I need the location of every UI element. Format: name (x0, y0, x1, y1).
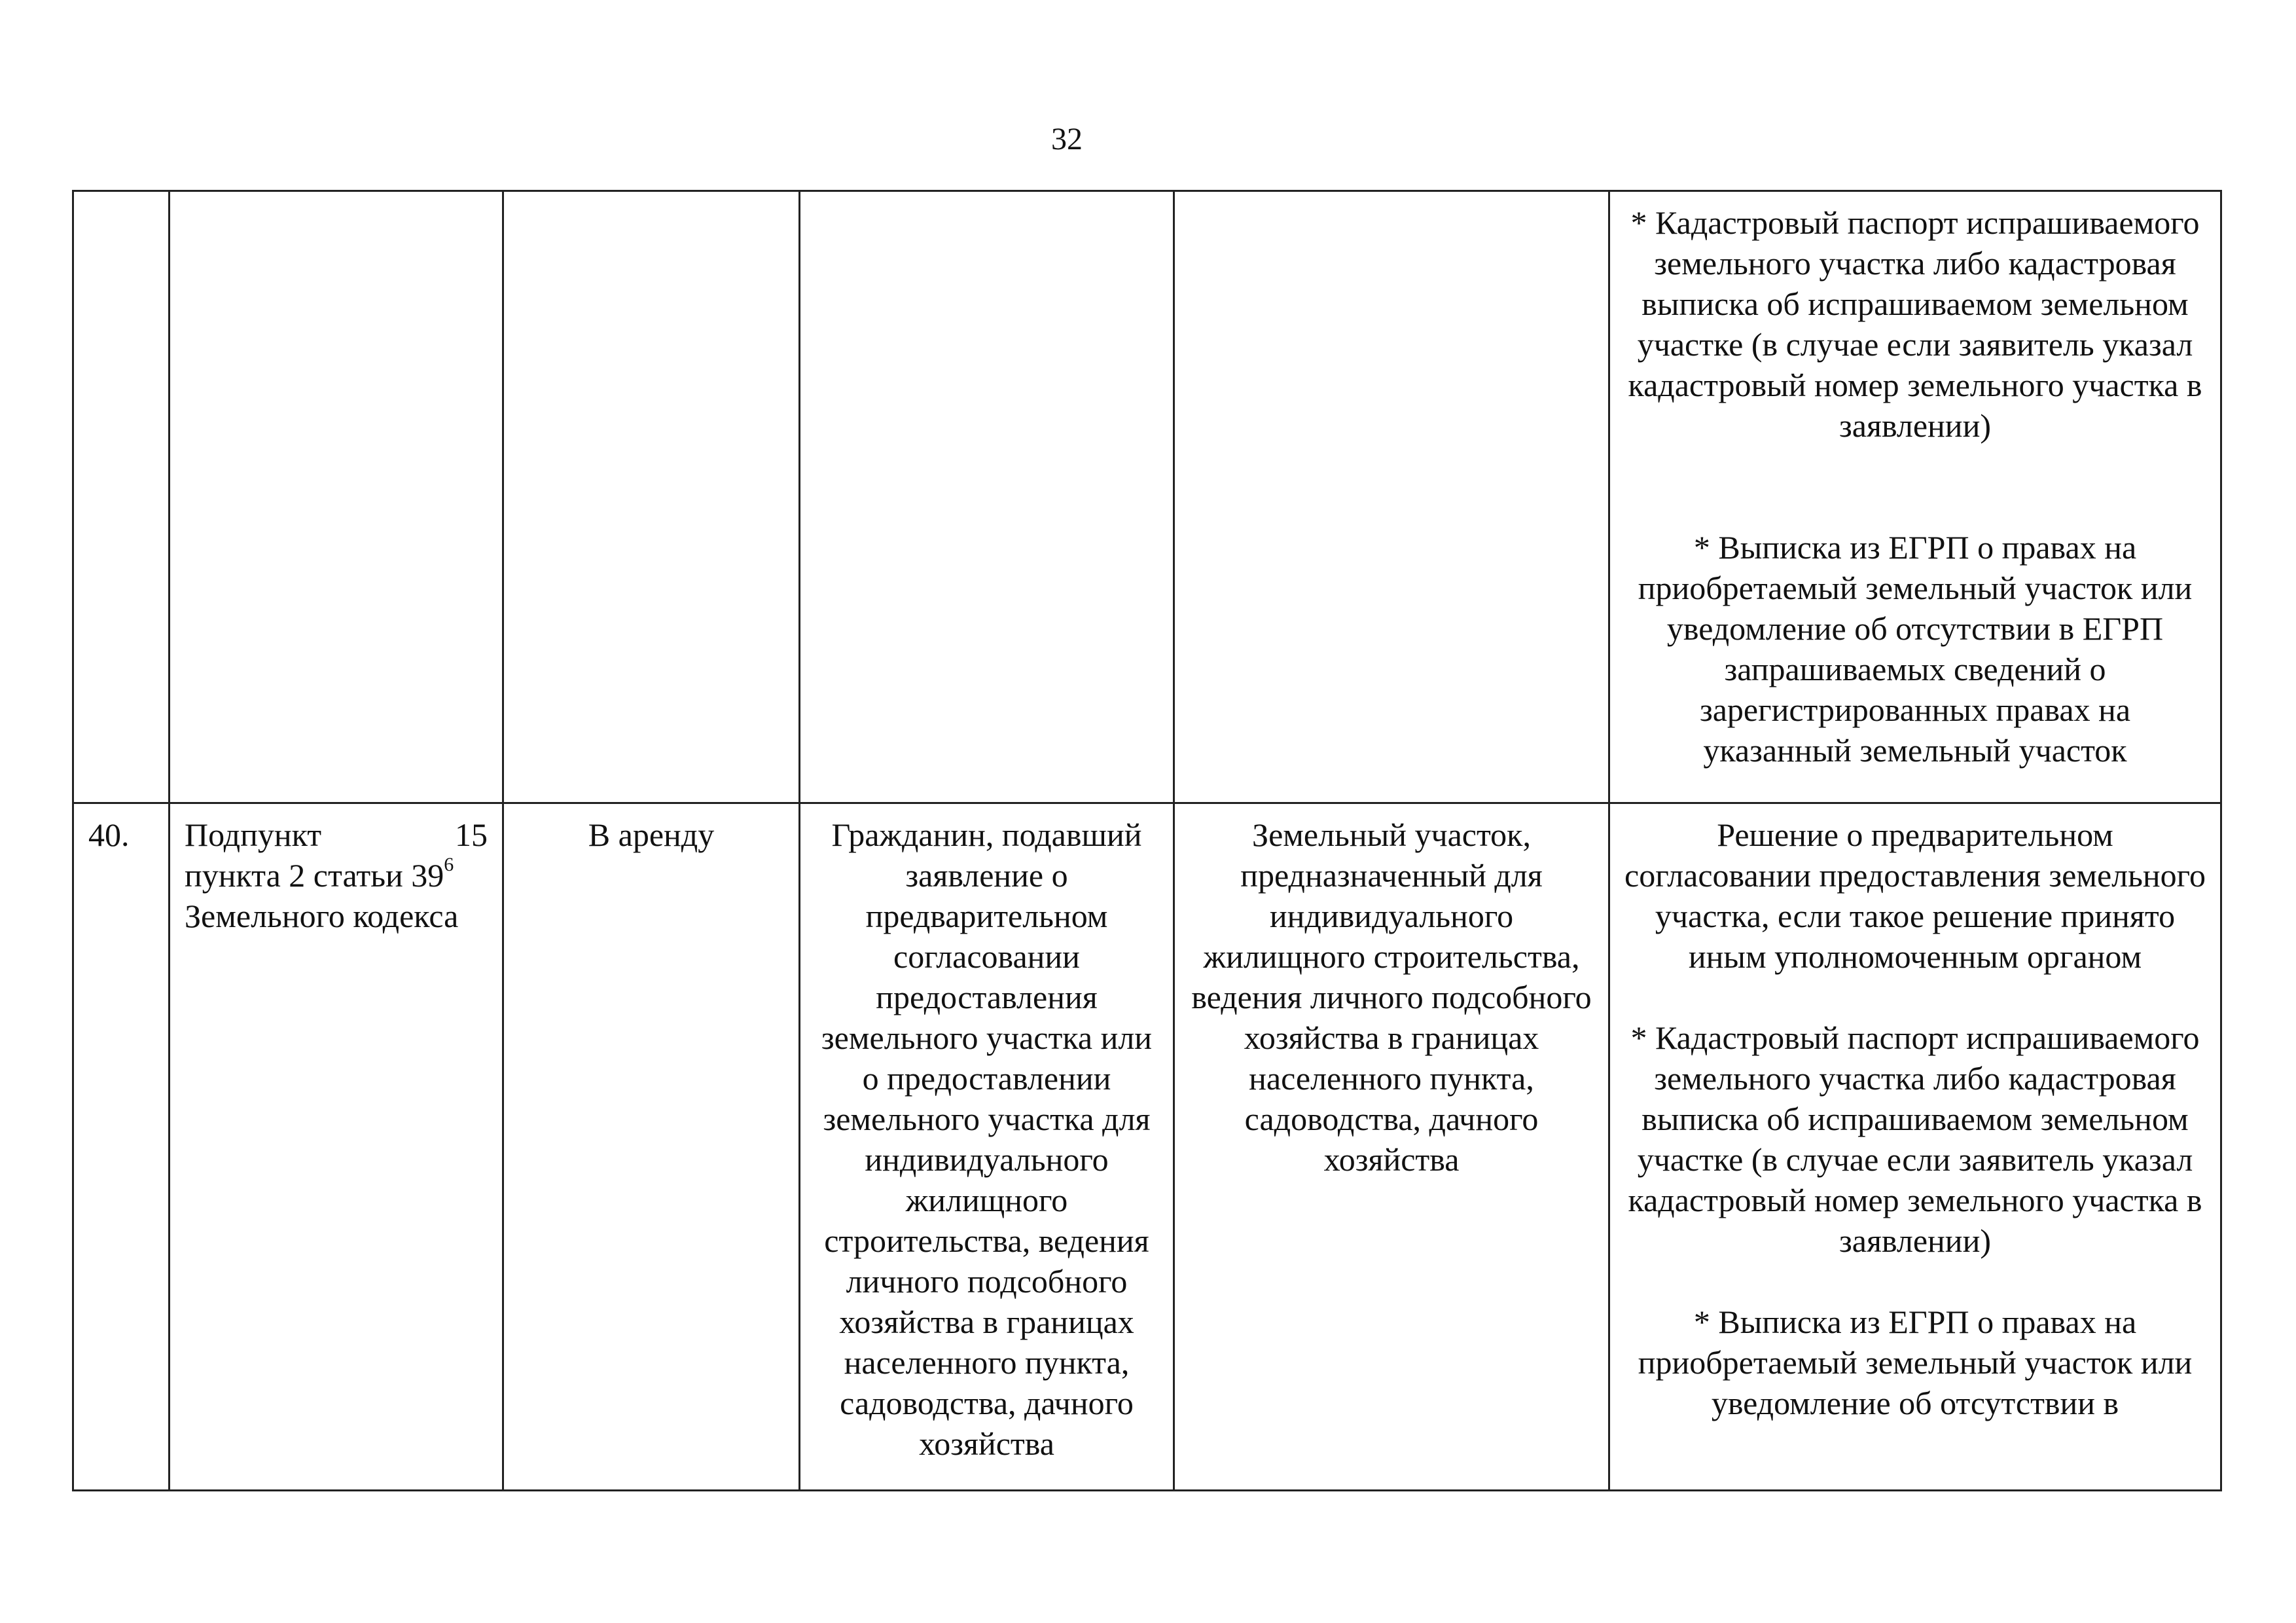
cell-applicant: Гражданин, подавший заявление о предварительном согласовании предоставления земельного участка или о предоставлении земельного участка для индивидуального жилищного строительства, ведения личного подсобного хозяйства в границах населенного пункта, садоводства, дачного хозяйства (800, 803, 1174, 1491)
basis-article-sup: 6 (444, 854, 454, 876)
basis-code: Земельного кодекса (185, 898, 459, 934)
cell-basis (170, 803, 503, 1491)
table-row (73, 191, 2221, 803)
basis-word: Подпункт (185, 816, 322, 853)
basis-article (185, 855, 488, 896)
doc-egrp-extract: * Выписка из ЕГРП о правах на приобретаемый земельный участок или уведомление об отсутствии в ЕГРП запрашиваемых сведений о зарегистрированных правах на указанный земельный участок (1638, 529, 2193, 769)
cell-type (503, 191, 800, 803)
land-documents-table (72, 190, 2222, 1491)
cell-type: В аренду (503, 803, 800, 1491)
doc-cadastral-passport: * Кадастровый паспорт испрашиваемого земельного участка либо кадастровая выписка об испрашиваемом земельном участке (в случае если заявитель указал кадастровый номер земельного участка в заявлении) (1628, 1019, 2202, 1259)
doc-egrp-extract: * Выписка из ЕГРП о правах на приобретаемый земельный участок или уведомление об отсутствии в (1638, 1304, 2193, 1421)
doc-preliminary-decision: Решение о предварительном согласовании предоставления земельного участка, если такое решение принято иным уполномоченным органом (1624, 816, 2206, 975)
cell-number (73, 191, 170, 803)
basis-article-text: пункта 2 статьи 39 (185, 857, 444, 894)
basis-first-line (185, 814, 488, 855)
basis-subpoint-number: 15 (455, 816, 488, 853)
cell-documents (1609, 191, 2221, 803)
cell-basis (170, 191, 503, 803)
table-row (73, 803, 2221, 1491)
cell-purpose: Земельный участок, предназначенный для индивидуального жилищного строительства, ведения личного подсобного хозяйства в границах населенного пункта, садоводства, дачного хозяйства (1174, 803, 1609, 1491)
cell-purpose (1174, 191, 1609, 803)
cell-documents (1609, 803, 2221, 1491)
doc-cadastral-passport: * Кадастровый паспорт испрашиваемого земельного участка либо кадастровая выписка об испрашиваемом земельном участке (в случае если заявитель указал кадастровый номер земельного участка в заявлении) (1628, 204, 2202, 444)
cell-applicant (800, 191, 1174, 803)
cell-number: 40. (73, 803, 170, 1491)
page-number: 32 (1051, 122, 1083, 156)
